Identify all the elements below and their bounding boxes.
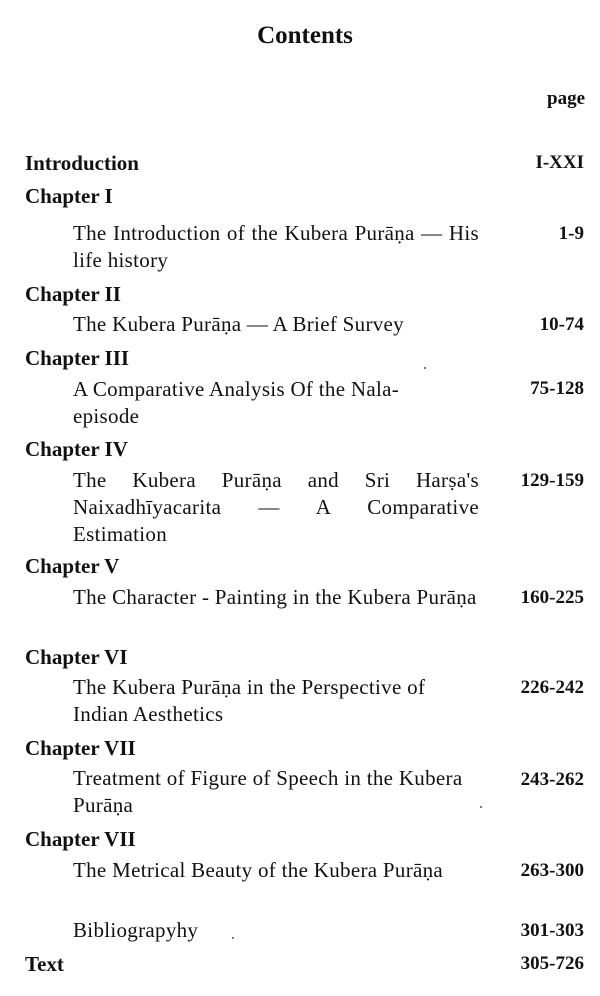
- toc-heading: Chapter VII: [25, 827, 136, 851]
- toc-entry: Bibliograpyhy: [73, 918, 199, 942]
- toc-heading: Chapter III: [25, 346, 130, 370]
- toc-heading: Chapter I: [25, 184, 113, 208]
- page-title: Contents: [257, 22, 353, 49]
- toc-heading: Chapter VI: [25, 645, 128, 669]
- toc-page-range: 10-74: [539, 314, 584, 335]
- toc-page-range: 1-9: [558, 223, 584, 244]
- toc-entry: The Kubera Purāṇa in the Perspective of Indian Aesthetics: [73, 675, 426, 726]
- toc-page-range: 305-726: [520, 953, 584, 974]
- toc-heading: Text: [25, 952, 64, 976]
- scan-speck: [232, 937, 234, 939]
- toc-page-range: 129-159: [520, 470, 584, 491]
- toc-page-range: 243-262: [520, 769, 584, 790]
- toc-entry: A Comparative Analysis Of the Nala-episode: [73, 377, 400, 428]
- toc-entry: The Introduction of the Kubera Purāṇa — His life history: [73, 221, 479, 272]
- scan-speck: [424, 367, 426, 369]
- toc-page-range: 75-128: [530, 378, 584, 399]
- toc-page-range: I-XXI: [535, 152, 584, 173]
- toc-page-range: 263-300: [520, 860, 584, 881]
- toc-entry: The Kubera Purāṇa and Sri Harṣa's Naixadhīyacarita — A Comparative Estimation: [73, 468, 479, 546]
- toc-heading: Chapter VII: [25, 736, 136, 760]
- toc-heading: Chapter IV: [25, 437, 128, 461]
- page-column-label: page: [547, 88, 585, 109]
- toc-page-range: 301-303: [520, 920, 584, 941]
- toc-page-range: 160-225: [520, 587, 584, 608]
- toc-heading: Chapter V: [25, 554, 120, 578]
- scan-speck: [480, 806, 482, 808]
- toc-heading: Chapter II: [25, 282, 121, 306]
- toc-page-range: 226-242: [520, 677, 584, 698]
- toc-heading: Introduction: [25, 151, 139, 175]
- toc-entry: The Kubera Purāṇa — A Brief Survey: [73, 312, 404, 336]
- toc-entry: Treatment of Figure of Speech in the Kubera Purāṇa: [73, 766, 463, 817]
- toc-entry: The Metrical Beauty of the Kubera Purāṇa: [73, 858, 444, 882]
- toc-entry: The Character - Painting in the Kubera Purāṇa: [73, 585, 477, 609]
